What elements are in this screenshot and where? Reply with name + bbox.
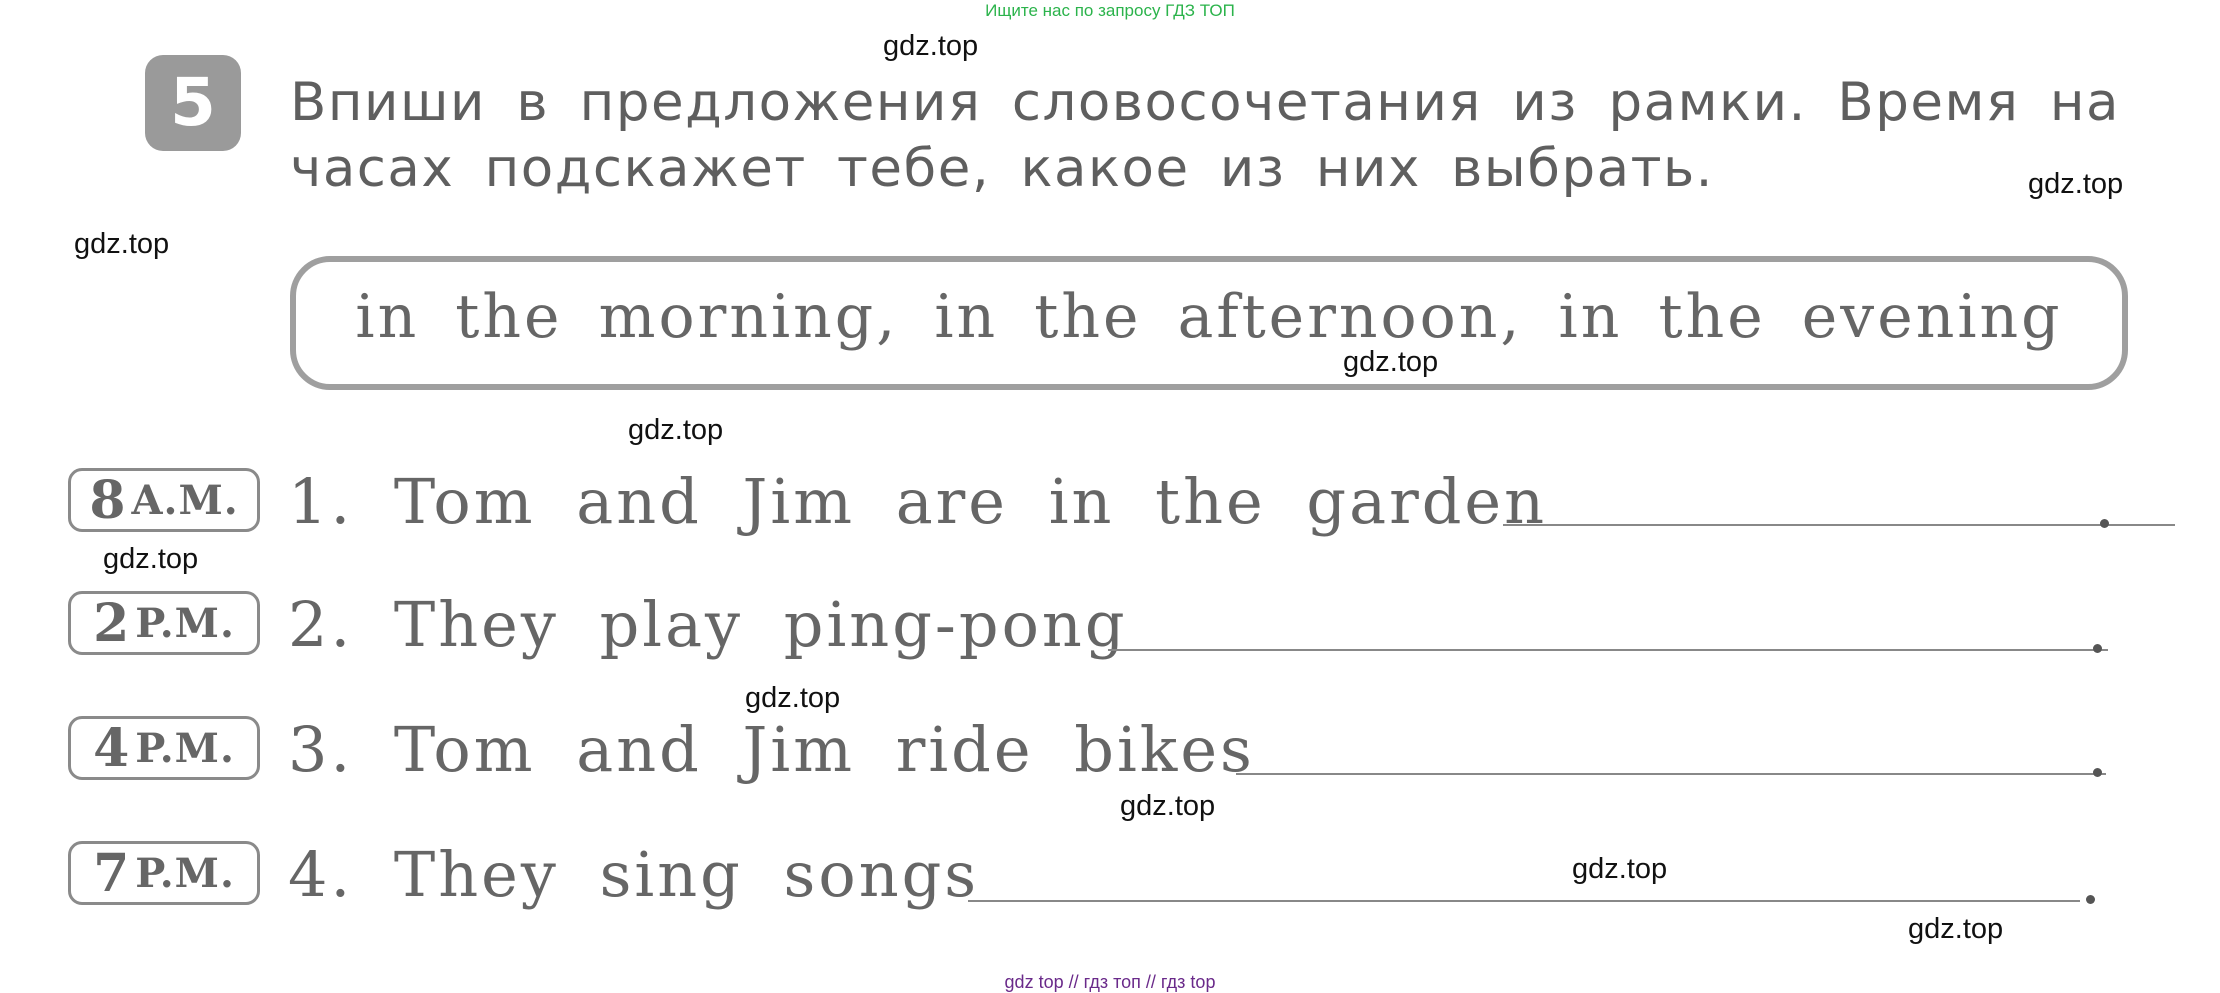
watermark: gdz.top [883,30,979,62]
time-badge [68,468,260,532]
answer-blank[interactable] [968,900,2080,902]
sentence-period [2100,519,2109,528]
watermark: gdz.top [1120,790,1216,822]
sentence-text: 2. They play ping-pong [288,588,1128,661]
watermark: gdz.top [1572,853,1668,885]
watermark: gdz.top [74,228,170,260]
time-period: P.M. [135,724,235,772]
time-badge [68,716,260,780]
time-hour: 7 [93,842,130,904]
watermark: gdz.top [2028,168,2124,200]
sentence-period [2093,768,2102,777]
time-hour: 8 [89,469,126,531]
time-hour: 4 [93,717,130,779]
task-number-badge: 5 [145,55,241,151]
sentence-text: 4. They sing songs [288,838,980,911]
answer-blank[interactable] [1108,649,2108,651]
answer-blank[interactable] [1236,773,2106,775]
exercise-item-4 [68,835,2148,915]
answer-blank[interactable] [1503,524,2175,526]
time-period: P.M. [135,849,235,897]
watermark: gdz.top [745,682,841,714]
time-period: A.M. [131,476,239,524]
sentence-period [2086,895,2095,904]
watermark: gdz.top [1343,346,1439,378]
time-period: P.M. [135,599,235,647]
task-instruction: Впиши в предложения словосочетания из рамки. Время на часах подскажет тебе, какое из них выбрать. [290,72,2120,199]
top-banner: Ищите нас по запросу ГДЗ ТОП [985,1,1235,20]
sentence-text: 1. Tom and Jim are in the garden [288,465,1548,538]
footer-watermark: gdz top // гдз топ // гдз top [1004,972,1216,992]
watermark: gdz.top [1908,913,2004,945]
word-box-text: in the morning, in the afternoon, in the evening [355,282,2063,352]
exercise-item-1 [68,462,2148,542]
time-badge [68,841,260,905]
exercise-item-3 [68,710,2148,790]
watermark: gdz.top [103,543,199,575]
exercise-item-2 [68,585,2148,665]
time-badge [68,591,260,655]
sentence-period [2093,644,2102,653]
watermark: gdz.top [628,414,724,446]
word-box [290,256,2128,390]
time-hour: 2 [93,592,130,654]
sentence-text: 3. Tom and Jim ride bikes [288,713,1255,786]
